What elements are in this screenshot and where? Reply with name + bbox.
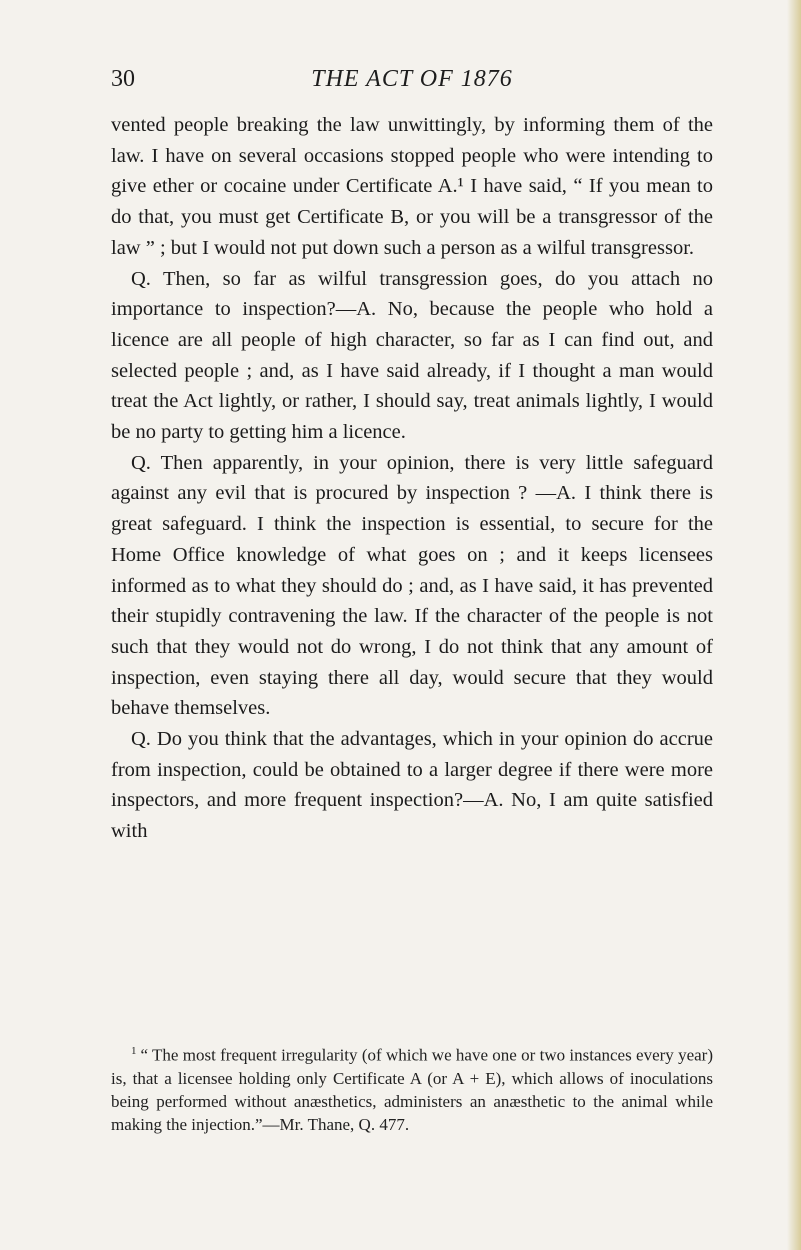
footnote-mark: 1 [131,1045,137,1057]
page-number: 30 [111,66,135,92]
page-edge [787,0,801,1250]
running-head: THE ACT OF 1876 [311,66,513,92]
paragraph-4: Q. Do you think that the advantages, which in your opinion do accrue from inspection, could be obtained to a larger degree if there were more inspectors, and more frequent inspection?—A. No, I am quite satisfied with [111,728,713,843]
paragraph-2: Q. Then, so far as wilful transgression goes, do you attach no importance to inspection?—A. No, because the people who hold a licence are all people of high character, so far as I can find out, and selected people ; and, as I have said already, if I thought a man would treat the Act lightly, or rather, I should say, treat animals lightly, I would be no party to getting him a licence. [111,267,713,444]
page-header [111,66,713,96]
footnote-text: “ The most frequent irregularity (of which we have one or two instances every year) is, that a licensee holding only Certificate A (or A + E), which allows of inoculations being performed without anæsthetics, administers an anæsthetic to the animal while making the injection.”—Mr. Thane, Q. 477. [111,1045,713,1134]
body-text [111,110,713,847]
footnote-1 [111,1040,713,1136]
paragraph-1: vented people breaking the law unwittingly, by informing them of the law. I have on several occasions stopped people who were intending to give ether or cocaine under Certificate A.¹ I have said, “ If you mean to do that, you must get Certificate B, or you will be a transgressor of the law ” ; but I would not put down such a person as a wilful transgressor. [111,114,713,259]
paragraph-3: Q. Then apparently, in your opinion, there is very little safeguard against any evil that is procured by inspection ? —A. I think there is great safeguard. I think the inspection is essential, to secure for the Home Office knowledge of what goes on ; and it keeps licensees informed as to what they should do ; and, as I have said, it has prevented their stupidly contravening the law. If the character of the people is not such that they would not do wrong, I do not think that any amount of inspection, even staying there all day, would secure that they would behave themselves. [111,451,713,720]
footnotes [111,1040,713,1136]
